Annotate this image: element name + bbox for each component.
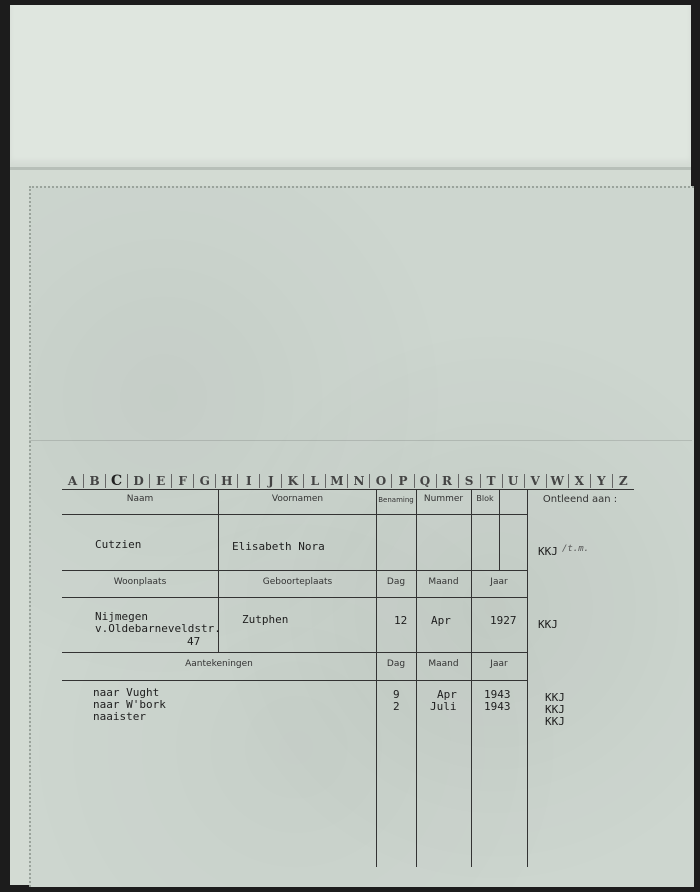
geboorte-dag: 12 bbox=[394, 614, 408, 627]
alphabet-letter: L bbox=[303, 474, 325, 488]
header-woonplaats: Woonplaats bbox=[113, 577, 167, 587]
alphabet-letter: A bbox=[67, 474, 78, 488]
alphabet-letter: R bbox=[436, 474, 458, 488]
geboorteplaats-value: Zutphen bbox=[242, 613, 289, 626]
alphabet-letter: X bbox=[568, 474, 590, 488]
alphabet-letter: M bbox=[325, 474, 347, 488]
note-ontleend: KKJ bbox=[545, 715, 565, 728]
naam-value: Cutzien bbox=[95, 538, 142, 551]
header-naam: Naam bbox=[126, 494, 154, 504]
header-ontleend: Ontleend aan : bbox=[542, 494, 618, 505]
note-ontleend: KKJ bbox=[545, 691, 565, 704]
woonplaats-line2: v.Oldebarneveldstr. bbox=[95, 622, 221, 635]
note-ontleend: KKJ bbox=[545, 703, 565, 716]
rule-v-jaar bbox=[471, 489, 472, 867]
header-blok: Blok bbox=[476, 494, 494, 503]
alphabet-letter: Z bbox=[612, 474, 634, 488]
alphabet-letter: B bbox=[83, 474, 105, 488]
rule-section2-top bbox=[62, 570, 527, 571]
rule-header1-bottom bbox=[62, 514, 527, 515]
note-maand: Juli bbox=[430, 700, 457, 713]
alphabet-letter: H bbox=[215, 474, 237, 488]
header-dag-2: Dag bbox=[386, 659, 406, 669]
rule-header3-bottom bbox=[62, 680, 527, 681]
rule-top bbox=[62, 489, 634, 490]
alphabet-letter: F bbox=[171, 474, 193, 488]
note-text: naar Vught bbox=[93, 686, 160, 699]
header-jaar: Jaar bbox=[490, 577, 508, 587]
index-card bbox=[29, 186, 694, 887]
alphabet-letter: O bbox=[369, 474, 391, 488]
alphabet-letter: S bbox=[458, 474, 480, 488]
alphabet-letter: I bbox=[237, 474, 259, 488]
alphabet-letter: D bbox=[127, 474, 149, 488]
alphabet-letter: G bbox=[193, 474, 215, 488]
header-maand: Maand bbox=[428, 577, 459, 587]
card-fold-line bbox=[29, 440, 692, 441]
alphabet-letter: V bbox=[524, 474, 546, 488]
geboorte-maand: Apr bbox=[431, 614, 451, 627]
alphabet-letter: J bbox=[259, 474, 281, 488]
alphabet-letter: P bbox=[391, 474, 413, 488]
rule-v-dag bbox=[376, 489, 377, 867]
alphabet-letter: Q bbox=[414, 474, 436, 488]
ontleend-value-2: KKJ bbox=[538, 618, 558, 631]
alphabet-letter: Y bbox=[590, 474, 612, 488]
woonplaats-line1: Nijmegen bbox=[95, 610, 148, 623]
rule-header2-bottom bbox=[62, 597, 527, 598]
rule-v-maand bbox=[416, 489, 417, 867]
header-benaming: Benaming bbox=[378, 496, 414, 504]
ontleend-mark: /t.m. bbox=[562, 544, 590, 554]
note-text: naar W'bork bbox=[93, 698, 166, 711]
alphabet-letter: T bbox=[480, 474, 502, 488]
header-aantekeningen: Aantekeningen bbox=[185, 659, 253, 669]
rule-v-right bbox=[527, 489, 528, 867]
rule-v-mid-jaar bbox=[499, 514, 500, 570]
alphabet-letter: E bbox=[149, 474, 171, 488]
geboorte-jaar: 1927 bbox=[490, 614, 517, 627]
note-maand: Apr bbox=[437, 688, 457, 701]
header-dag: Dag bbox=[386, 577, 406, 587]
header-geboorteplaats: Geboorteplaats bbox=[262, 577, 333, 587]
alphabet-letter: C bbox=[105, 474, 127, 488]
top-sheet bbox=[10, 5, 691, 170]
header-jaar-2: Jaar bbox=[490, 659, 508, 669]
ontleend-value-1: KKJ bbox=[538, 545, 558, 558]
alphabet-letter: W bbox=[546, 474, 568, 488]
note-dag: 9 bbox=[393, 688, 400, 701]
note-text: naaister bbox=[93, 710, 146, 723]
note-dag: 2 bbox=[393, 700, 400, 713]
woonplaats-line3: 47 bbox=[187, 635, 201, 648]
voornamen-value: Elisabeth Nora bbox=[232, 540, 325, 553]
alphabet-letter: U bbox=[502, 474, 524, 488]
header-voornamen: Voornamen bbox=[271, 494, 324, 504]
header-nummer: Nummer bbox=[423, 494, 464, 504]
note-jaar: 1943 bbox=[484, 688, 511, 701]
alphabet-letter: N bbox=[347, 474, 369, 488]
note-jaar: 1943 bbox=[484, 700, 511, 713]
header-maand-2: Maand bbox=[428, 659, 459, 669]
rule-section3-top bbox=[62, 652, 527, 653]
alphabet-letter: K bbox=[281, 474, 303, 488]
